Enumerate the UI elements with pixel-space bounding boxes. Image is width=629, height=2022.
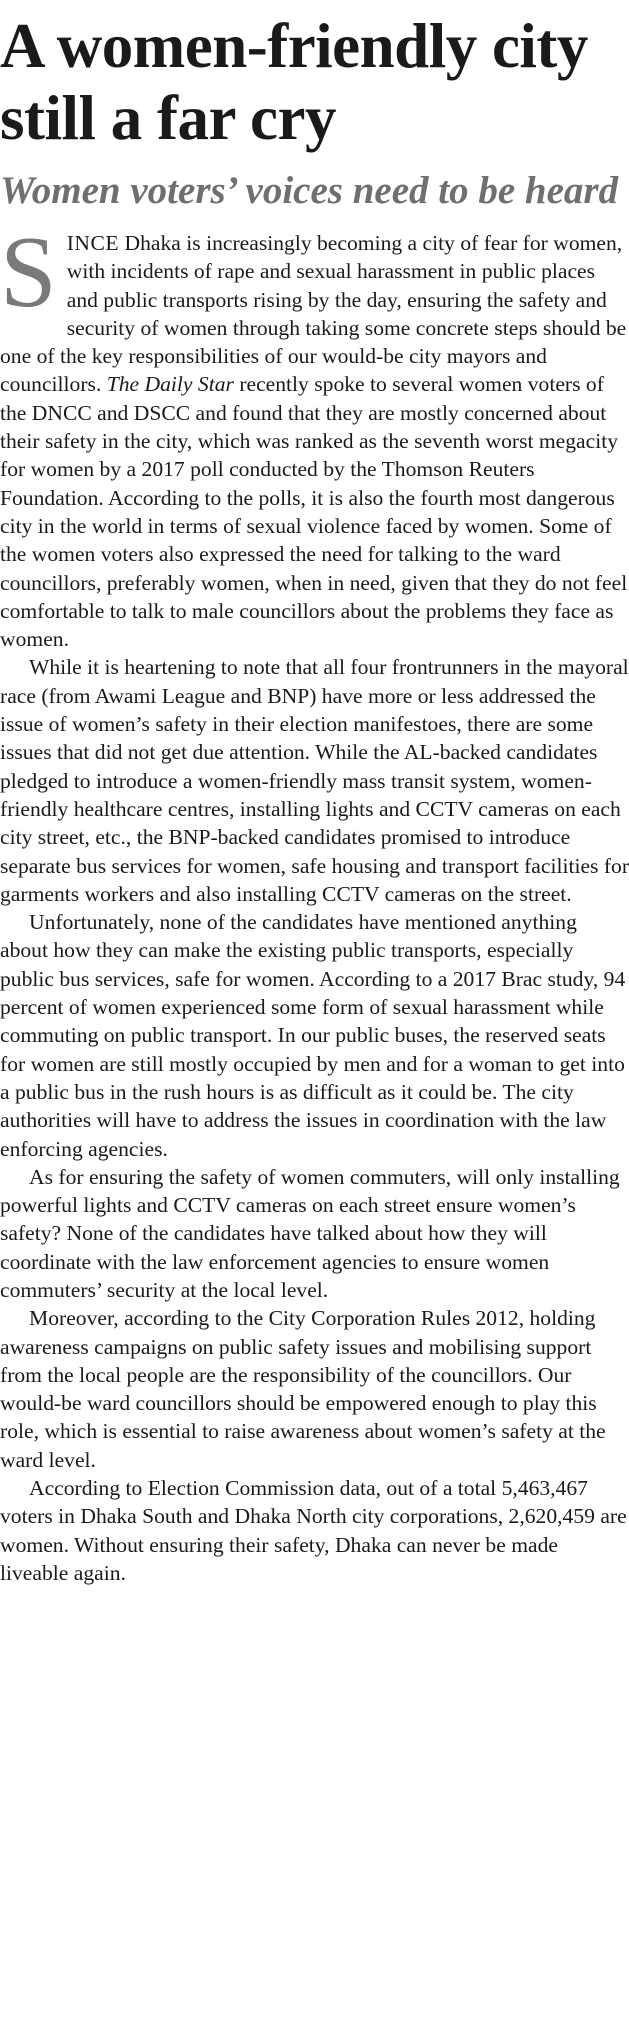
- subheadline: Women voters’ voices need to be heard: [0, 169, 619, 212]
- paragraph-5: Moreover, according to the City Corporation Rules 2012, holding awareness campaigns on public safety issues and mobilising support from the local people are the responsibility of the councillors. Our would-be ward councillors should be empowered enough to play this role, which is essential to raise awareness about women’s safety at the ward level.: [0, 1306, 606, 1472]
- publication-name: The Daily Star: [106, 372, 234, 397]
- headline: A women-friendly city still a far cry: [0, 11, 588, 153]
- drop-cap: S: [0, 216, 57, 329]
- first-word: INCE: [66, 231, 120, 255]
- paragraph-1: [0, 216, 629, 653]
- paragraph-1-part-1: Dhaka is increasingly becoming a city of fear for women, with incidents of rape and sexual harassment in public places and public transports rising by the day, ensuring the safety and security of women through taking some concrete steps should be one of the key responsibilities of our would-be city mayors and councillors.: [0, 231, 627, 397]
- paragraph-6: According to Election Commission data, out of a total 5,463,467 voters in Dhaka South and Dhaka North city corporations, 2,620,459 are women. Without ensuring their safety, Dhaka can never be made liveable again.: [0, 1476, 627, 1585]
- paragraph-1-part-2: recently spoke to several women voters of the DNCC and DSCC and found that they are mostly concerned about their safety in the city, which was ranked as the seventh worst megacity for women by a 2017 poll conducted by the Thomson Reuters Foundation. According to the polls, it is also the fourth most dangerous city in the world in terms of sexual violence faced by women. Some of the women voters also expressed the need for talking to the ward councillors, preferably women, when in need, given that they do not feel comfortable to talk to male councillors about the problems they face as women.: [0, 372, 628, 652]
- paragraph-3: Unfortunately, none of the candidates have mentioned anything about how they can make the existing public transports, especially public bus services, safe for women. According to a 2017 Brac study, 94 percent of women experienced some form of sexual harassment while commuting on public transport. In our public buses, the reserved seats for women are still mostly occupied by men and for a woman to get into a public bus in the rush hours is as difficult as it could be. The city authorities will have to address the issues in coordination with the law enforcing agencies.: [0, 910, 626, 1161]
- paragraph-4: As for ensuring the safety of women commuters, will only installing powerful lights and CCTV cameras on each street ensure women’s safety? None of the candidates have talked about how they will coordinate with the law enforcement agencies to ensure women commuters’ security at the local level.: [0, 1164, 620, 1302]
- paragraph-2: While it is heartening to note that all four frontrunners in the mayoral race (from Awami League and BNP) have more or less addressed the issue of women’s safety in their election manifestoes, there are some issues that did not get due attention. While the AL-backed candidates pledged to introduce a women-friendly mass transit system, women-friendly healthcare centres, installing lights and CCTV cameras on each city street, etc., the BNP-backed candidates promised to introduce separate bus services for women, safe housing and transport facilities for garments workers and also installing CCTV cameras on the street.: [0, 655, 629, 906]
- article-body: [0, 216, 629, 1587]
